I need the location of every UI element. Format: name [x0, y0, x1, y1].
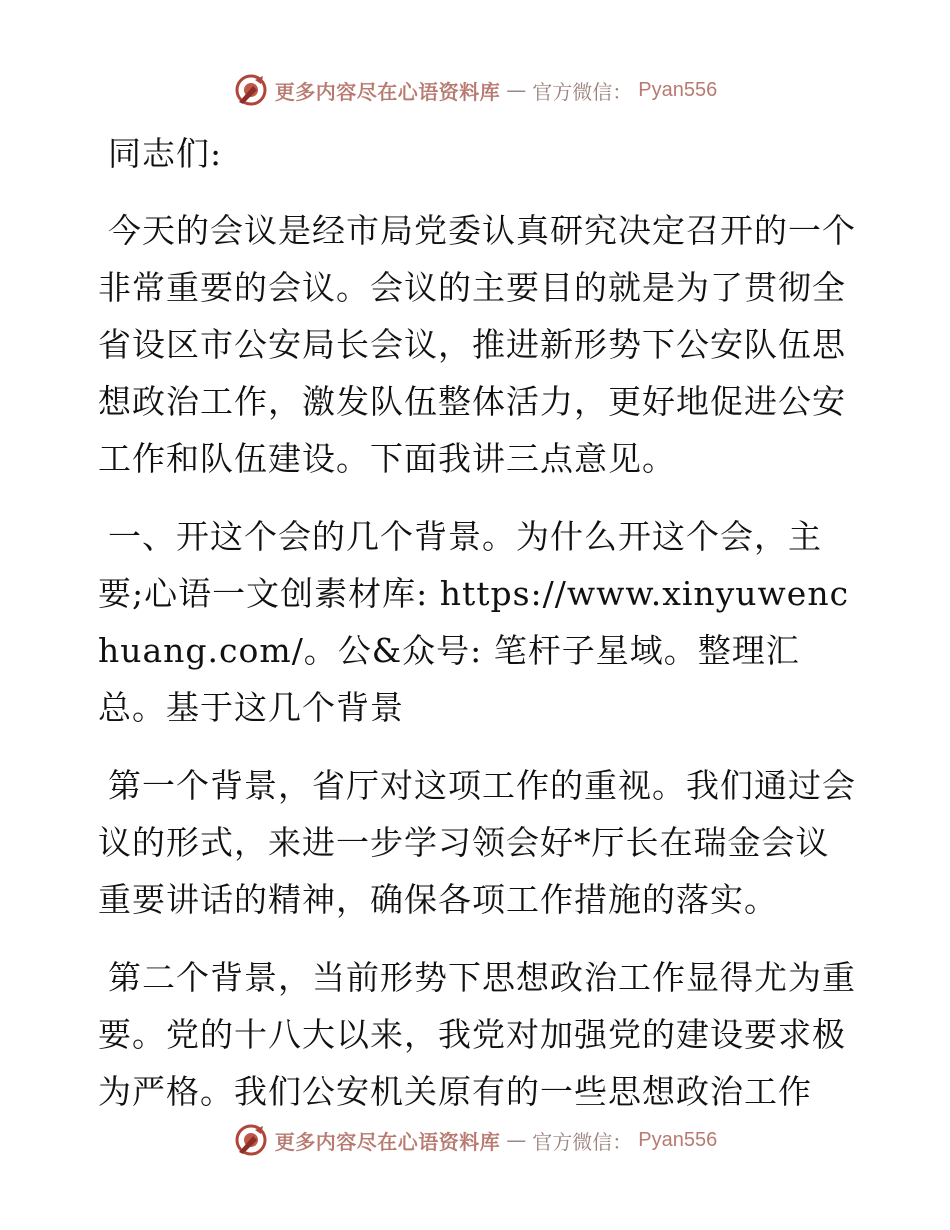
watermark-dash: — — [506, 78, 527, 102]
watermark-text: 更多内容尽在心语资料库 — [274, 79, 501, 104]
paragraph-intro: 今天的会议是经市局党委认真研究决定召开的一个非常重要的会议。会议的主要目的就是为了贯彻全省设区市公安局长会议，推进新形势下公安队伍思想政治工作，激发队伍整体活力，更好地促进公安工作和队伍建设。下面我讲三点意见。 — [98, 211, 856, 478]
footer-watermark — [0, 1120, 950, 1160]
pen-seal-logo-icon — [233, 1122, 269, 1158]
pen-seal-logo-icon — [233, 72, 269, 108]
paragraph-background-one: 第一个背景，省厅对这项工作的重视。我们通过会议的形式，来进一步学习领会好*厅长在瑞金会议重要讲话的精神，确保各项工作措施的落实。 — [98, 766, 856, 919]
document-body — [98, 125, 858, 1141]
watermark-wechat-id: Pyan556 — [638, 1128, 718, 1151]
watermark-wechat-id: Pyan556 — [638, 78, 718, 101]
greeting: 同志们: — [108, 134, 223, 173]
watermark-wechat-label: 官方微信： — [532, 1129, 633, 1154]
header-watermark — [0, 70, 950, 110]
watermark-text: 更多内容尽在心语资料库 — [274, 1129, 501, 1154]
paragraph-background-two: 第二个背景，当前形势下思想政治工作显得尤为重要。党的十八大以来，我党对加强党的建设要求极为严格。我们公安机关原有的一些思想政治工作 — [98, 958, 856, 1111]
watermark-dash: — — [506, 1128, 527, 1152]
paragraph-section-one: 一、开这个会的几个背景。为什么开这个会，主要;心语一文创素材库: https://www.xinyuwenchuang.com/。公&众号: 笔杆子星域。整理汇总。基于这几个背景 — [98, 517, 850, 727]
watermark-wechat-label: 官方微信： — [532, 79, 633, 104]
